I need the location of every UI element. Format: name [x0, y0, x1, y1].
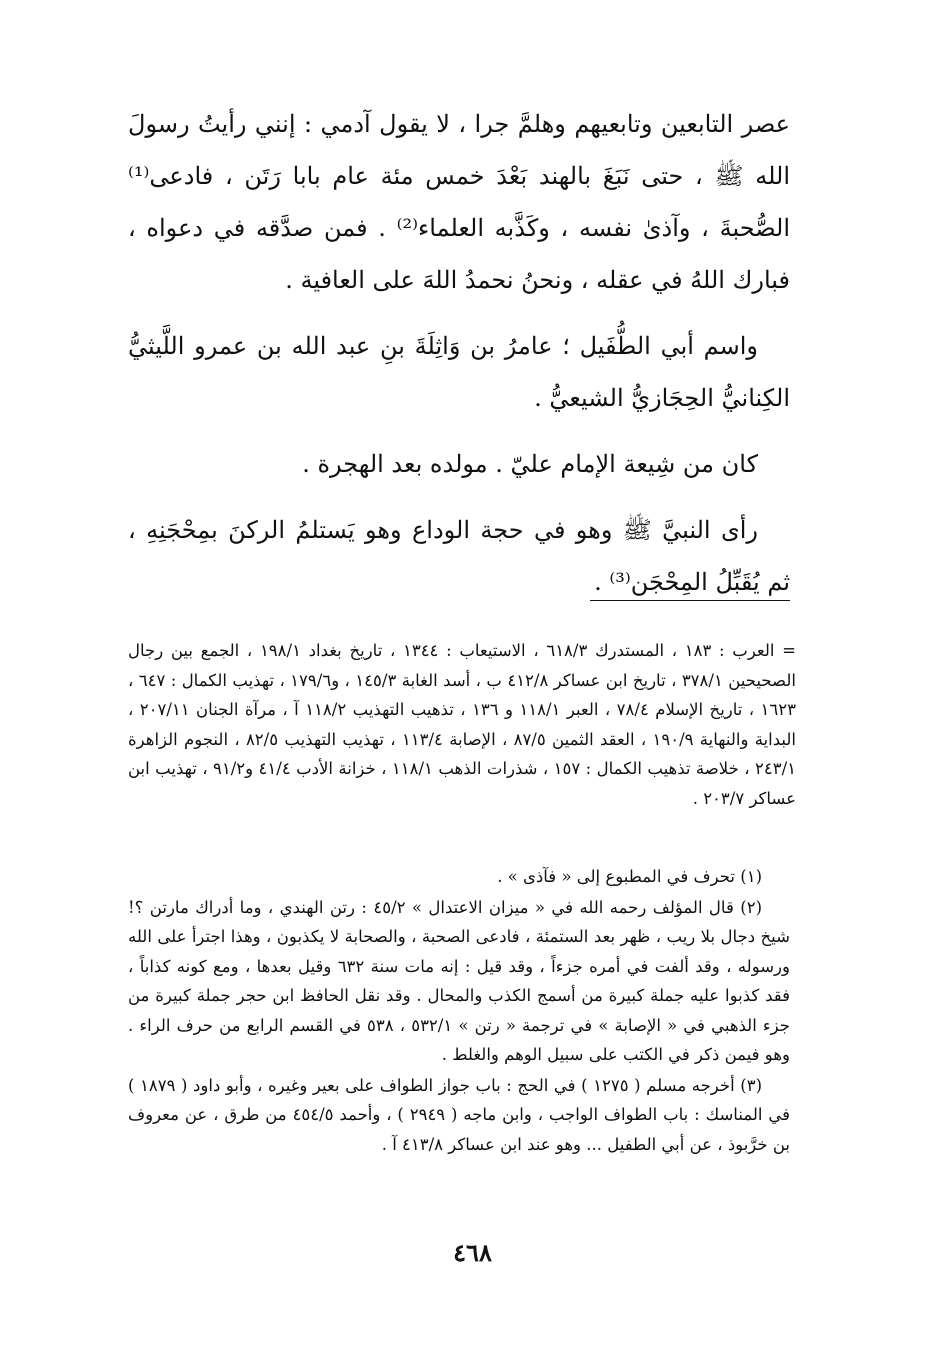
footnote-separator: [590, 600, 790, 601]
main-paragraph-4: رأى النبيَّ ﷺ وهو في حجة الوداع وهو يَستلمُ الركنَ بمِحْجَنِهِ ، ثم يُقَبِّلُ المِحْجَن⁽³⁾ .: [128, 516, 790, 596]
main-paragraph-2: واسم أبي الطُّفَيل ؛ عامرُ بن وَاثِلَةَ بنِ عبد الله بن عمرو اللَّيثيُّ الكِنانيُّ الحِجَازيُّ الشيعيُّ .: [128, 332, 790, 412]
footnote-1: (١) تحرف في المطبوع إلى « فآذى » .: [497, 867, 762, 886]
page-number: ٤٦٨: [453, 1238, 492, 1267]
footnotes: [128, 862, 790, 1160]
footnote-sources: = العرب : ١٨٣ ، المستدرك ٦١٨/٣ ، الاستيعاب : ١٣٤٤ ، تاريخ بغداد ١٩٨/١ ، الجمع بين رجال الصحيحين ٣٧٨/١ ، تاريخ ابن عساكر ٤١٢/٨ ب ، أسد الغابة ١٤٥/٣ ، و١٧٩/٦ ، تهذيب الكمال : ٦٤٧ ، ١٦٢٣ ، تاريخ الإسلام ٧٨/٤ ، العبر ١١٨/١ و ١٣٦ ، تذهيب التهذيب ١١٨/٢ آ ، مرآة الجنان ٢٠٧/١١ ، البداية والنهاية ١٩٠/٩ ، العقد الثمين ٨٧/٥ ، الإصابة ١١٣/٤ ، تهذيب التهذيب ٨٢/٥ ، النجوم الزاهرة ٢٤٣/١ ، خلاصة تذهيب الكمال : ١٥٧ ، شذرات الذهب ١١٨/١ ، خزانة الأدب ٤١/٤ و٩١/٢ ، تهذيب ابن عساكر ٢٠٣/٧ .: [128, 641, 797, 808]
main-paragraph-1: عصر التابعين وتابعيهم وهلمَّ جرا ، لا يقول آدمي : إنني رأيتُ رسولَ الله ﷺ ، حتى نَبَغَ بالهند بَعْدَ خمس مئة عام بابا رَتَن ، فادعى⁽¹⁾ الصُّحبةَ ، وآذىٰ نفسه ، وكَذَّبه العلماء⁽²⁾ . فمن صدَّقه في دعواه ، فبارك اللهُ في عقله ، ونحنُ نحمدُ اللهَ على العافية .: [128, 110, 790, 294]
main-paragraph-3: كان من شِيعة الإمام عليّ . مولده بعد الهجرة .: [302, 450, 758, 478]
footnote-3: (٣) أخرجه مسلم ( ١٢٧٥ ) في الحج : باب جواز الطواف على بعير وغيره ، وأبو داود ( ١٨٧٩ ) في المناسك : باب الطواف الواجب ، وابن ماجه ( ٢٩٤٩ ) ، وأحمد ٤٥٤/٥ من طرق ، عن معروف بن خرَّبوذ ، عن أبي الطفيل ... وهو عند ابن عساكر ٤١٣/٨ آ .: [128, 1075, 790, 1154]
footnote-2: (٢) قال المؤلف رحمه الله في « ميزان الاعتدال » ٤٥/٢ : رتن الهندي ، وما أدراك مارتن ؟! شيخ دجال بلا ريب ، ظهر بعد الستمئة ، فادعى الصحبة ، والصحابة لا يكذبون ، وهذا اجترأ على الله ورسوله ، وقد ألفت في أمره جزءاً ، وقد قيل : إنه مات سنة ٦٣٢ وقيل بعدها ، ومع كونه كذاباً ، فقد كذبوا عليه جملة كبيرة من أسمج الكذب والمحال . وقد نقل الحافظ ابن حجر جملة كبيرة من جزء الذهبي في « الإصابة » في ترجمة « رتن » ٥٣٢/١ ، ٥٣٨ في القسم الرابع من حرف الراء . وهو فيمن ذكر في الكتب على سبيل الوهم والغلط .: [128, 897, 790, 1064]
main-text: [128, 98, 790, 622]
